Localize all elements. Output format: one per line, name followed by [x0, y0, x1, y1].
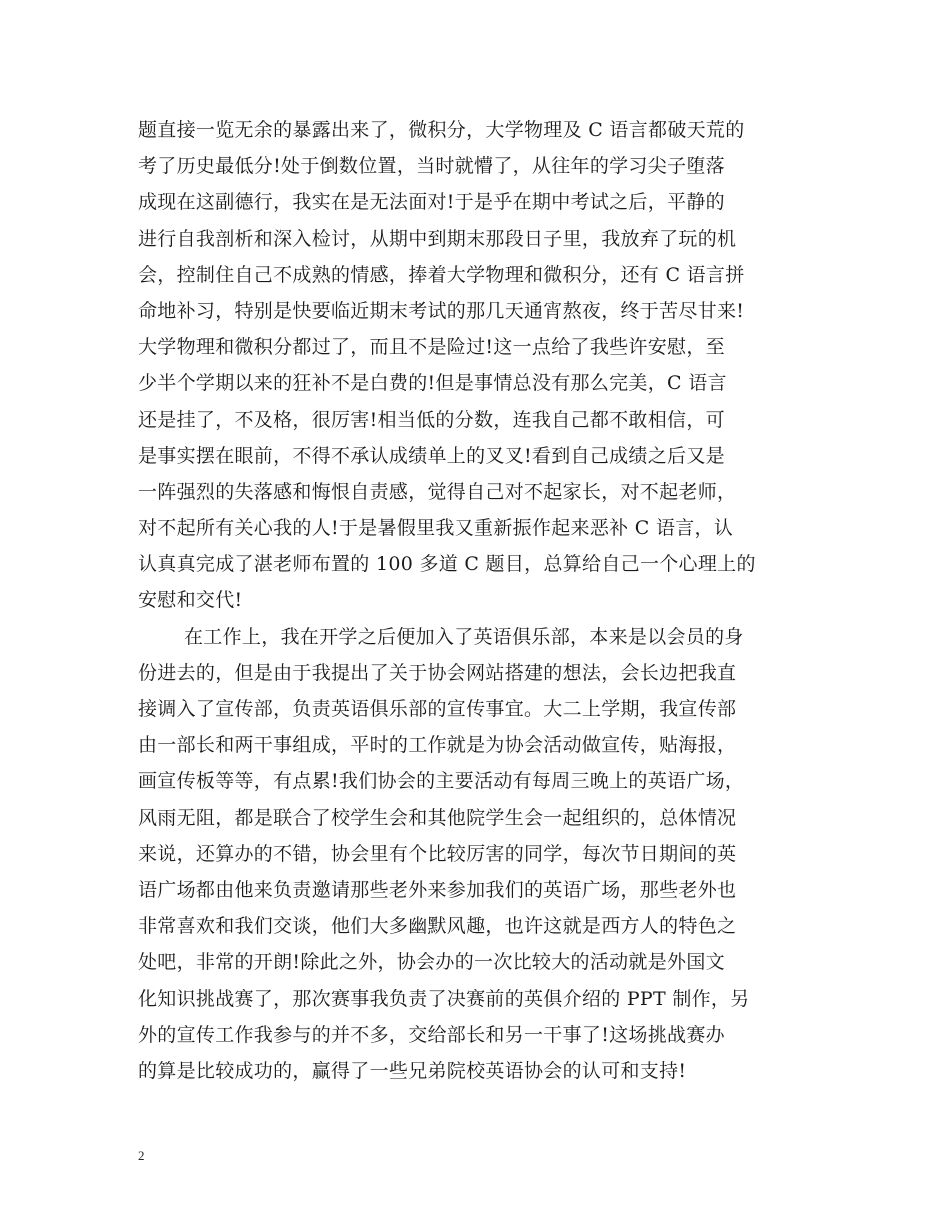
text-line: 一阵强烈的失落感和悔恨自责感，觉得自己对不起家长，对不起老师， — [138, 480, 737, 503]
text-line: 由一部长和两干事组成，平时的工作就是为协会活动做宣传，贴海报， — [138, 734, 737, 757]
paragraph-first-line: 在工作上，我在开学之后便加入了英语俱乐部，本来是以会员的身 — [184, 625, 744, 648]
text-line: 外的宣传工作我参与的并不多，交给部长和另一干事了!这场挑战赛办 — [138, 1023, 725, 1046]
text-line: 化知识挑战赛了，那次赛事我负责了决赛前的英俱介绍的 PPT 制作，另 — [138, 987, 750, 1010]
text-line: 认真真完成了湛老师布置的 100 多道 C 题目，总算给自己一个心理上的 — [138, 553, 756, 576]
text-line: 还是挂了，不及格，很厉害!相当低的分数，连我自己都不敢相信，可 — [138, 408, 725, 431]
text-line: 大学物理和微积分都过了，而且不是险过!这一点给了我些许安慰，至 — [138, 336, 725, 359]
text-line: 非常喜欢和我们交谈，他们大多幽默风趣，也许这就是西方人的特色之 — [138, 915, 737, 938]
text-line: 画宣传板等等，有点累!我们协会的主要活动有每周三晚上的英语广场， — [138, 770, 745, 793]
body-text — [138, 112, 828, 1089]
text-line: 命地补习，特别是快要临近期末考试的那几天通宵熬夜，终于苦尽甘来! — [138, 299, 745, 322]
text-line: 安慰和交代! — [138, 589, 243, 612]
page-number: 2 — [138, 1148, 145, 1163]
text-line: 接调入了宣传部，负责英语俱乐部的宣传事宜。大二上学期，我宣传部 — [138, 698, 737, 720]
text-line: 来说，还算办的不错，协会里有个比较厉害的同学，每次节日期间的英 — [138, 842, 737, 865]
text-line: 考了历史最低分!处于倒数位置，当时就懵了，从往年的学习尖子堕落 — [138, 155, 725, 178]
text-line: 题直接一览无余的暴露出来了，微积分，大学物理及 C 语言都破天荒的 — [138, 119, 745, 141]
text-line: 是事实摆在眼前，不得不承认成绩单上的叉叉!看到自己成绩之后又是 — [138, 444, 725, 467]
text-line: 风雨无阻，都是联合了校学生会和其他院学生会一起组织的，总体情况 — [138, 806, 737, 829]
text-line: 的算是比较成功的，赢得了一些兄弟院校英语协会的认可和支持! — [138, 1059, 687, 1082]
text-line: 份进去的，但是由于我提出了关于协会网站搭建的想法，会长边把我直 — [138, 661, 737, 684]
text-line: 少半个学期以来的狂补不是白费的!但是事情总没有那么完美，C 语言 — [138, 372, 727, 395]
text-line: 成现在这副德行，我实在是无法面对!于是乎在期中考试之后，平静的 — [138, 191, 725, 214]
text-line: 会，控制住自己不成熟的情感，捧着大学物理和微积分，还有 C 语言拼 — [138, 263, 745, 286]
text-line: 进行自我剖析和深入检讨，从期中到期末那段日子里，我放弃了玩的机 — [138, 227, 737, 250]
text-line: 语广场都由他来负责邀请那些老外来参加我们的英语广场，那些老外也 — [138, 878, 737, 901]
text-line: 对不起所有关心我的人!于是暑假里我又重新振作起来恶补 C 语言，认 — [138, 517, 734, 540]
text-line: 处吧，非常的开朗!除此之外，协会办的一次比较大的活动就是外国文 — [138, 951, 725, 974]
